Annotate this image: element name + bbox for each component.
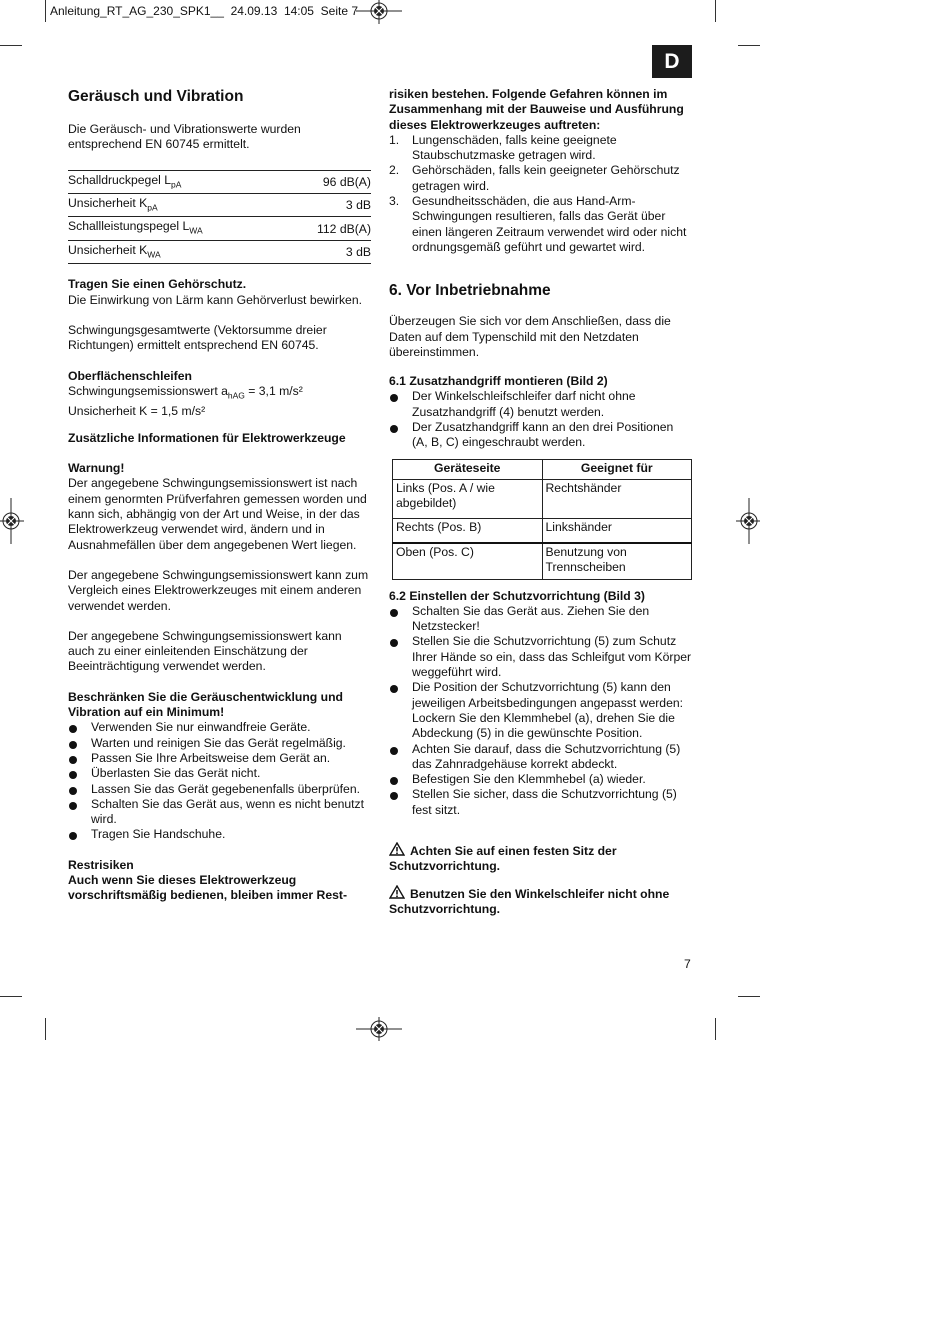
info-heading: Zusätzliche Informationen für Elektrowerkzeuge: [68, 430, 346, 445]
hearing-text: Die Einwirkung von Lärm kann Gehörverlust bewirken.: [68, 292, 362, 307]
registration-mark-icon: [736, 498, 760, 544]
table-row: Schalldruckpegel $L_{pA}$ 96 dB(A): [68, 170, 371, 193]
list-item: Warten und reinigen Sie das Gerät regelmäßig.: [68, 736, 371, 751]
list-item: Lassen Sie das Gerät gegebenenfalls überprüfen.: [68, 782, 371, 797]
noise-spec-table: [68, 170, 371, 265]
risk-list: [389, 133, 692, 255]
list-item: Befestigen Sie den Klemmhebel (a) wieder.: [389, 772, 692, 787]
table-row: [393, 543, 692, 579]
table-header-row: [393, 459, 692, 479]
compare-text: Der angegebene Schwingungsemissionswert kann zum Vergleich eines Elektrowerkzeuges mit einem anderen verwendet werden.: [68, 567, 369, 613]
limit-heading: Beschränken Sie die Geräuschentwicklung und Vibration auf ein Minimum!: [68, 689, 343, 720]
table-cell: Rechts (Pos. B): [393, 518, 543, 543]
list-item: Achten Sie darauf, dass die Schutzvorrichtung (5) das Zahnradgehäuse korrekt abdeckt.: [389, 742, 692, 773]
list-item: 2. Gehörschäden, falls kein geeigneter Gehörschutz getragen wird.: [389, 163, 680, 193]
table-cell: Benutzung von Trennscheiben: [542, 543, 692, 579]
table-cell: Oben (Pos. C): [393, 543, 543, 579]
crop-mark: [45, 0, 46, 22]
subsection-heading: 6.1 Zusatzhandgriff montieren (Bild 2): [389, 374, 608, 389]
list-item: Der Winkelschleifschleifer darf nicht ohne Zusatzhandgriff (4) benutzt werden.: [389, 389, 692, 420]
crop-mark: [45, 1018, 46, 1040]
print-header: Anleitung_RT_AG_230_SPK1__ 24.09.13 14:05 Seite 7: [50, 4, 359, 18]
residual-text: Auch wenn Sie dieses Elektrowerkzeug vorschriftsmäßig bedienen, bleiben immer Rest-: [68, 872, 348, 903]
table-row: Unsicherheit $K_{WA}$ 3 dB: [68, 240, 371, 263]
column-header: Geräteseite: [393, 459, 543, 479]
guard-list: [389, 604, 692, 818]
handle-list: [389, 389, 692, 450]
list-item: Der Zusatzhandgriff kann an den drei Positionen (A, B, C) eingeschraubt werden.: [389, 420, 692, 451]
residual-heading: Restrisiken: [68, 857, 134, 872]
page-number: 7: [684, 957, 691, 971]
section-title: Geräusch und Vibration: [68, 88, 244, 105]
column-header: Geeignet für: [542, 459, 692, 479]
limit-list: [68, 720, 371, 842]
list-item: Stellen Sie sicher, dass die Schutzvorrichtung (5) fest sitzt.: [389, 787, 692, 818]
subsection-heading: 6.2 Einstellen der Schutzvorrichtung (Bild 3): [389, 588, 645, 603]
warning-heading: Warnung!: [68, 461, 125, 476]
surface-emission-value: Schwingungsemissionswert $a_{hAG} = 3,1$ m/s²: [68, 383, 303, 401]
right-column: [389, 87, 692, 917]
list-item: Die Position der Schutzvorrichtung (5) kann den jeweiligen Arbeitsbedingungen angepasst werden: Lockern Sie den Klemmhebel (a), drehen Sie die Abdeckung (5) in die gewünschte Position.: [389, 680, 692, 741]
table-cell: Rechtshänder: [542, 479, 692, 518]
crop-mark: [738, 996, 760, 997]
section-title: 6. Vor Inbetriebnahme: [389, 282, 551, 300]
surface-uncertainty: Unsicherheit K = 1,5 m/s²: [68, 403, 206, 418]
warning-triangle-icon: [389, 885, 405, 899]
list-item: 3. Gesundheitsschäden, die aus Hand-Arm-Schwingungen resultieren, falls das Gerät über einen längeren Zeitraum verwendet wird oder nicht ordnungsgemäß geführt und gewartet wird.: [389, 194, 687, 254]
warning-triangle-icon: [389, 842, 405, 856]
hearing-heading: Tragen Sie einen Gehörschutz.: [68, 277, 247, 292]
residual-text-continued: risiken bestehen. Folgende Gefahren können im Zusammenhang mit der Bauweise und Ausführung dieses Elektrowerkzeuges auftreten:: [389, 87, 684, 132]
warning-text: Der angegebene Schwingungsemissionswert ist nach einem genormten Prüfverfahren gemessen worden und kann sich, abhängig von der Art und Weise, in der das Elektrowerkzeug verwendet wird, ändern und in Ausnahmefällen über dem angegebenen Wert liegen.: [68, 476, 367, 552]
list-item: Schalten Sie das Gerät aus. Ziehen Sie den Netzstecker!: [389, 604, 692, 635]
list-item: Tragen Sie Handschuhe.: [68, 827, 371, 842]
crop-mark: [738, 45, 760, 46]
table-cell: Links (Pos. A / wie abgebildet): [393, 479, 543, 518]
list-item: Stellen Sie die Schutzvorrichtung (5) zum Schutz Ihrer Hände so ein, dass das Schleifgut vom Körper weggeführt wird.: [389, 634, 692, 680]
registration-mark-icon: [356, 1017, 402, 1041]
list-item: Passen Sie Ihre Arbeitsweise dem Gerät an.: [68, 751, 371, 766]
crop-mark: [715, 0, 716, 22]
left-column: [68, 87, 371, 904]
list-item: Überlasten Sie das Gerät nicht.: [68, 766, 371, 781]
language-tab: [652, 45, 692, 78]
safety-warning: Benutzen Sie den Winkelschleifer nicht ohne Schutzvorrichtung.: [389, 886, 670, 916]
registration-mark-icon: [0, 498, 24, 544]
crop-mark: [0, 996, 22, 997]
table-cell: Linkshänder: [542, 518, 692, 543]
crop-mark: [715, 1018, 716, 1040]
table-row: Schallleistungspegel $L_{WA}$ 112 dB(A): [68, 217, 371, 240]
table-row: [393, 518, 692, 543]
table-row: Unsicherheit $K_{pA}$ 3 dB: [68, 194, 371, 217]
surface-heading: Oberflächenschleifen: [68, 368, 192, 383]
vibration-total-text: Schwingungsgesamtwerte (Vektorsumme dreier Richtungen) ermittelt entsprechend EN 60745.: [68, 322, 327, 353]
handle-position-table: [392, 459, 692, 580]
language-tab-label: D: [664, 50, 680, 73]
registration-mark-icon: [356, 0, 402, 24]
section-intro: Überzeugen Sie sich vor dem Anschließen, dass die Daten auf dem Typenschild mit den Netzdaten übereinstimmen.: [389, 314, 671, 359]
table-row: [393, 479, 692, 518]
list-item: Verwenden Sie nur einwandfreie Geräte.: [68, 720, 371, 735]
intro-text: Die Geräusch- und Vibrationswerte wurden entsprechend EN 60745 ermittelt.: [68, 122, 301, 152]
safety-warning: Achten Sie auf einen festen Sitz der Schutzvorrichtung.: [389, 843, 617, 874]
list-item: 1. Lungenschäden, falls keine geeignete Staubschutzmaske getragen wird.: [389, 132, 617, 163]
estimate-text: Der angegebene Schwingungsemissionswert kann auch zu einer einleitenden Einschätzung der Beeinträchtigung verwendet werden.: [68, 628, 342, 674]
list-item: Schalten Sie das Gerät aus, wenn es nicht benutzt wird.: [68, 797, 371, 828]
crop-mark: [0, 45, 22, 46]
